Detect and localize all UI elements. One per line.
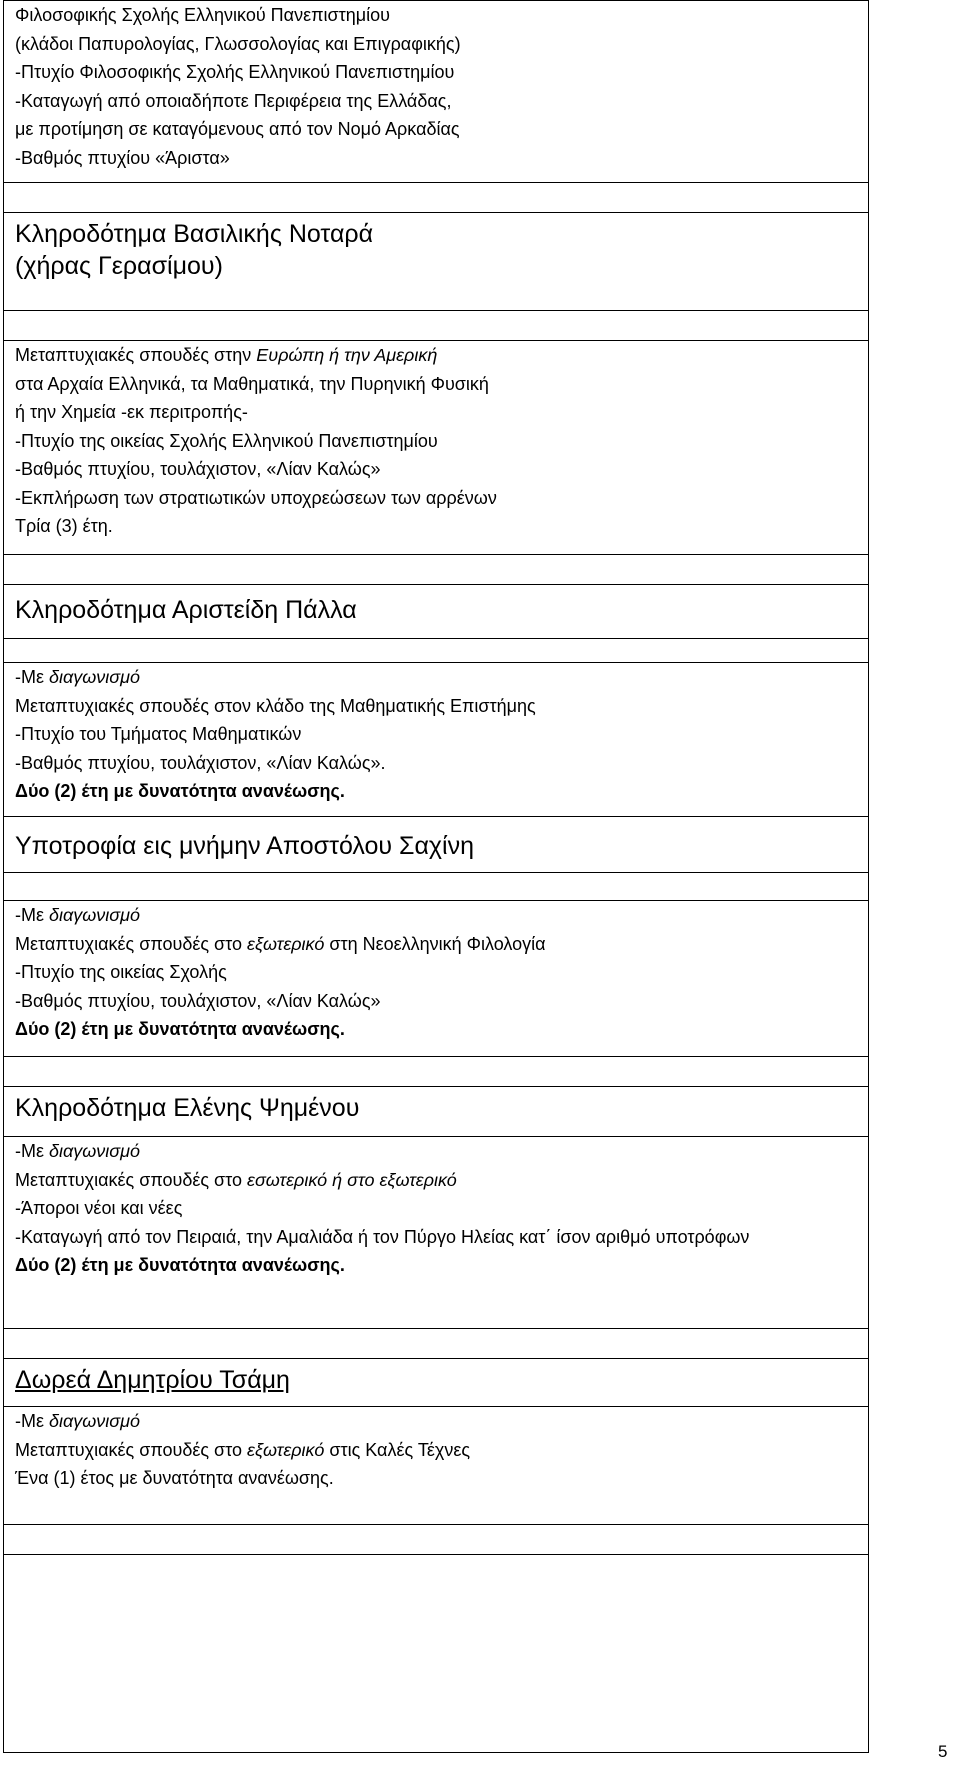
row-tsami-details <box>4 1407 869 1525</box>
tsami-contest-line <box>15 1407 857 1436</box>
notara-subtitle: (χήρας Γερασίμου) <box>15 252 223 280</box>
studies-suffix: στις Καλές Τέχνες <box>324 1439 471 1460</box>
notara-title: Κληροδότημα Βασιλικής Νοταρά <box>15 220 374 248</box>
tsami-title: Δωρεά Δημητρίου Τσάμη <box>15 1366 290 1394</box>
contest-prefix: -Με <box>15 1141 50 1161</box>
scholarships-table <box>3 0 869 1753</box>
psimenou-studies-line <box>15 1166 857 1195</box>
row-tsami-title <box>4 1359 869 1407</box>
palla-title-cell <box>4 585 869 639</box>
text-line: -Άποροι νέοι και νέες <box>15 1198 183 1218</box>
studies-italic: εξωτερικό <box>247 1439 325 1460</box>
contest-italic: διαγωνισμό <box>49 905 141 925</box>
psimenou-title-cell <box>4 1087 869 1137</box>
sachini-title-cell <box>4 817 869 873</box>
notara-details-cell <box>4 341 869 555</box>
sachini-details-cell <box>4 901 869 1057</box>
row-psimenou-details <box>4 1137 869 1329</box>
text-line: -Πτυχίο της οικείας Σχολής <box>15 962 227 982</box>
palla-duration: Δύο (2) έτη με δυνατότητα ανανέωσης. <box>15 781 345 801</box>
row-sachini-title <box>4 817 869 873</box>
tsami-studies-line <box>15 1436 857 1465</box>
notara-studies-prefix: Μεταπτυχιακές σπουδές στην <box>15 345 257 365</box>
notara-title-cell <box>4 213 869 311</box>
row-sachini-details <box>4 901 869 1057</box>
row-psimenou-title <box>4 1087 869 1137</box>
palla-details-cell <box>4 663 869 817</box>
text-line: -Βαθμός πτυχίου «Άριστα» <box>15 147 230 168</box>
spacer-row <box>4 183 869 213</box>
contest-italic: διαγωνισμό <box>49 667 141 687</box>
studies-prefix: Μεταπτυχιακές σπουδές στο <box>15 933 248 954</box>
contest-prefix: -Με <box>15 905 50 925</box>
empty-row <box>4 1555 869 1753</box>
studies-suffix: στη Νεοελληνική Φιλολογία <box>324 933 546 954</box>
spacer-row <box>4 639 869 663</box>
text-line: -Καταγωγή από οποιαδήποτε Περιφέρεια της Ελλάδας, <box>15 90 452 111</box>
palla-title: Κληροδότημα Αριστείδη Πάλλα <box>15 596 357 624</box>
row-palla-title <box>4 585 869 639</box>
spacer-row <box>4 311 869 341</box>
psimenou-duration: Δύο (2) έτη με δυνατότητα ανανέωσης. <box>15 1255 345 1275</box>
text-line: Φιλοσοφικής Σχολής Ελληνικού Πανεπιστημίου <box>15 5 390 25</box>
sachini-contest-line <box>15 901 857 930</box>
tsami-duration: Ένα (1) έτος με δυνατότητα ανανέωσης. <box>15 1468 334 1488</box>
text-line: -Βαθμός πτυχίου, τουλάχιστον, «Λίαν Καλώς» <box>15 459 381 479</box>
studies-prefix: Μεταπτυχιακές σπουδές στο <box>15 1439 248 1460</box>
sachini-duration: Δύο (2) έτη με δυνατότητα ανανέωσης. <box>15 1019 345 1039</box>
text-line: -Βαθμός πτυχίου, τουλάχιστον, «Λίαν Καλώς». <box>15 752 386 773</box>
empty-row <box>4 1525 869 1555</box>
contest-italic: διαγωνισμό <box>49 1411 141 1431</box>
text-line: -Πτυχίο της οικείας Σχολής Ελληνικού Πανεπιστημίου <box>15 430 438 451</box>
text-line: στα Αρχαία Ελληνικά, τα Μαθηματικά, την Πυρηνική Φυσική <box>15 373 489 394</box>
contest-prefix: -Με <box>15 667 50 687</box>
text-line: -Πτυχίο του Τμήματος Μαθηματικών <box>15 724 302 744</box>
contest-prefix: -Με <box>15 1411 50 1431</box>
row-notara-title <box>4 213 869 311</box>
sachini-studies-line <box>15 930 857 959</box>
text-line: -Καταγωγή από τον Πειραιά, την Αμαλιάδα ή τον Πύργο Ηλείας κατ΄ ίσον αριθμό υποτρόφων <box>15 1226 750 1247</box>
contest-italic: διαγωνισμό <box>49 1141 141 1161</box>
spacer-row <box>4 1057 869 1087</box>
studies-italic: εξωτερικό <box>247 933 325 954</box>
spacer-row <box>4 873 869 901</box>
spacer-row <box>4 555 869 585</box>
page-number: 5 <box>938 1742 948 1761</box>
text-line: ή την Χημεία -εκ περιτροπής- <box>15 402 248 422</box>
text-line: με προτίμηση σε καταγόμενους από τον Νομό Αρκαδίας <box>15 119 460 139</box>
text-line: -Βαθμός πτυχίου, τουλάχιστον, «Λίαν Καλώς» <box>15 990 381 1011</box>
spacer-row <box>4 1329 869 1359</box>
text-line: -Εκπλήρωση των στρατιωτικών υποχρεώσεων των αρρένων <box>15 487 497 508</box>
row-palla-details <box>4 663 869 817</box>
studies-italic: εσωτερικό ή στο εξωτερικό <box>247 1169 457 1190</box>
row-philosophy-school <box>4 1 869 183</box>
text-line: (κλάδοι Παπυρολογίας, Γλωσσολογίας και Επιγραφικής) <box>15 33 461 54</box>
psimenou-details-cell <box>4 1137 869 1329</box>
philosophy-school-cell <box>4 1 869 183</box>
text-line: Τρία (3) έτη. <box>15 516 113 536</box>
text-line: -Πτυχίο Φιλοσοφικής Σχολής Ελληνικού Πανεπιστημίου <box>15 62 455 82</box>
tsami-details-cell <box>4 1407 869 1525</box>
tsami-title-cell <box>4 1359 869 1407</box>
notara-studies-line <box>15 341 857 370</box>
studies-prefix: Μεταπτυχιακές σπουδές στο <box>15 1169 248 1190</box>
sachini-title: Υποτροφία εις μνήμην Αποστόλου Σαχίνη <box>15 832 474 860</box>
psimenou-contest-line <box>15 1137 857 1166</box>
palla-contest-line <box>15 663 857 692</box>
notara-studies-italic: Ευρώπη ή την Αμερική <box>256 345 438 365</box>
row-notara-details <box>4 341 869 555</box>
text-line: Μεταπτυχιακές σπουδές στον κλάδο της Μαθηματικής Επιστήμης <box>15 695 536 716</box>
psimenou-title: Κληροδότημα Ελένης Ψημένου <box>15 1094 360 1122</box>
